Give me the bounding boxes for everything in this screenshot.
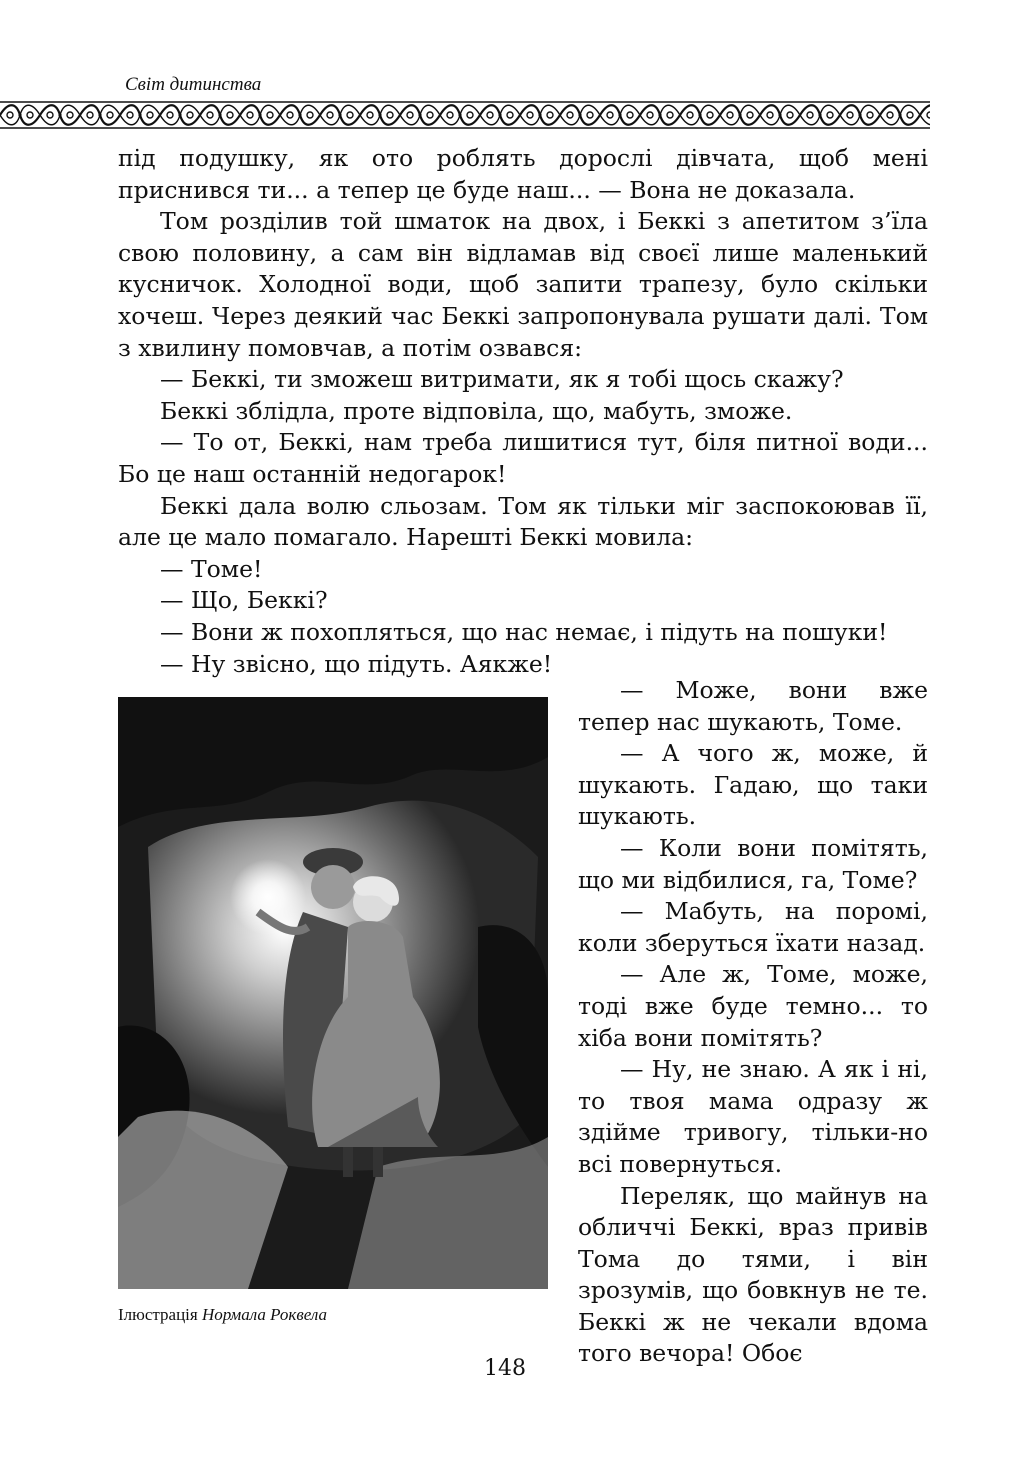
paragraph: — Вони ж похопляться, що нас немає, і підуть на пошуки!	[160, 617, 888, 646]
illustration	[118, 697, 548, 1289]
paragraph: — Але ж, Томе, може, тоді вже буде темно... то хіба вони помітять?	[578, 960, 928, 1052]
caption-prefix: Ілюстрація	[118, 1305, 198, 1324]
paragraph: — Ну, не знаю. А як і ні, то твоя мама одразу ж здійме тривогу, тільки-но всі повернуться.	[578, 1055, 928, 1178]
paragraph: — Може, вони вже тепер нас шукають, Томе.	[578, 676, 928, 736]
cave-illustration	[118, 697, 548, 1289]
paragraph: — Ну звісно, що підуть. Аякже!	[160, 649, 553, 678]
paragraph: під подушку, як ото роблять дорослі дівчата, щоб мені приснився ти... а тепер це буде наш... — Вона не доказала.	[118, 144, 928, 204]
running-title: Світ дитинства	[125, 74, 262, 95]
paragraph: Беккі зблідла, проте відповіла, що, мабуть, зможе.	[160, 396, 793, 425]
paragraph: — Беккі, ти зможеш витримати, як я тобі щось скажу?	[160, 365, 844, 394]
side-text-block	[578, 675, 928, 1370]
paragraph: — Що, Беккі?	[160, 586, 328, 615]
paragraph: Беккі дала волю сльозам. Том як тільки міг заспокоював її, але це мало помагало. Нарешті Беккі мовила:	[118, 491, 928, 552]
page-number: 148	[484, 1356, 526, 1381]
ornamental-border	[0, 100, 930, 130]
paragraph: Переляк, що майнув на обличчі Беккі, враз привів Тома до тями, і він зрозумів, що бовкнув не те. Беккі ж не чекали вдома того вечора! Обоє	[578, 1181, 928, 1368]
paragraph: — Мабуть, на поромі, коли зберуться їхати назад.	[578, 897, 928, 957]
main-text-block	[118, 143, 928, 680]
paragraph: — А чого ж, може, й шукають. Гадаю, що таки шукають.	[578, 739, 928, 831]
paragraph: — То от, Беккі, нам треба лишитися тут, біля питної води... Бо це наш останній недогарок!	[118, 428, 928, 488]
illustration-caption	[118, 1305, 327, 1325]
paragraph: Том розділив той шматок на двох, і Беккі з апетитом з’їла свою половину, а сам він відламав від своєї лише маленький кусничок. Холодної води, щоб запити трапезу, було скільки хочеш. Через деякий час Беккі запропонувала рушати далі. Том з хвилину помовчав, а потім озвався:	[118, 207, 928, 362]
caption-author: Нормала Роквела	[201, 1305, 327, 1324]
paragraph: — Томе!	[160, 554, 263, 583]
paragraph: — Коли вони помітять, що ми відбилися, га, Томе?	[578, 833, 928, 894]
